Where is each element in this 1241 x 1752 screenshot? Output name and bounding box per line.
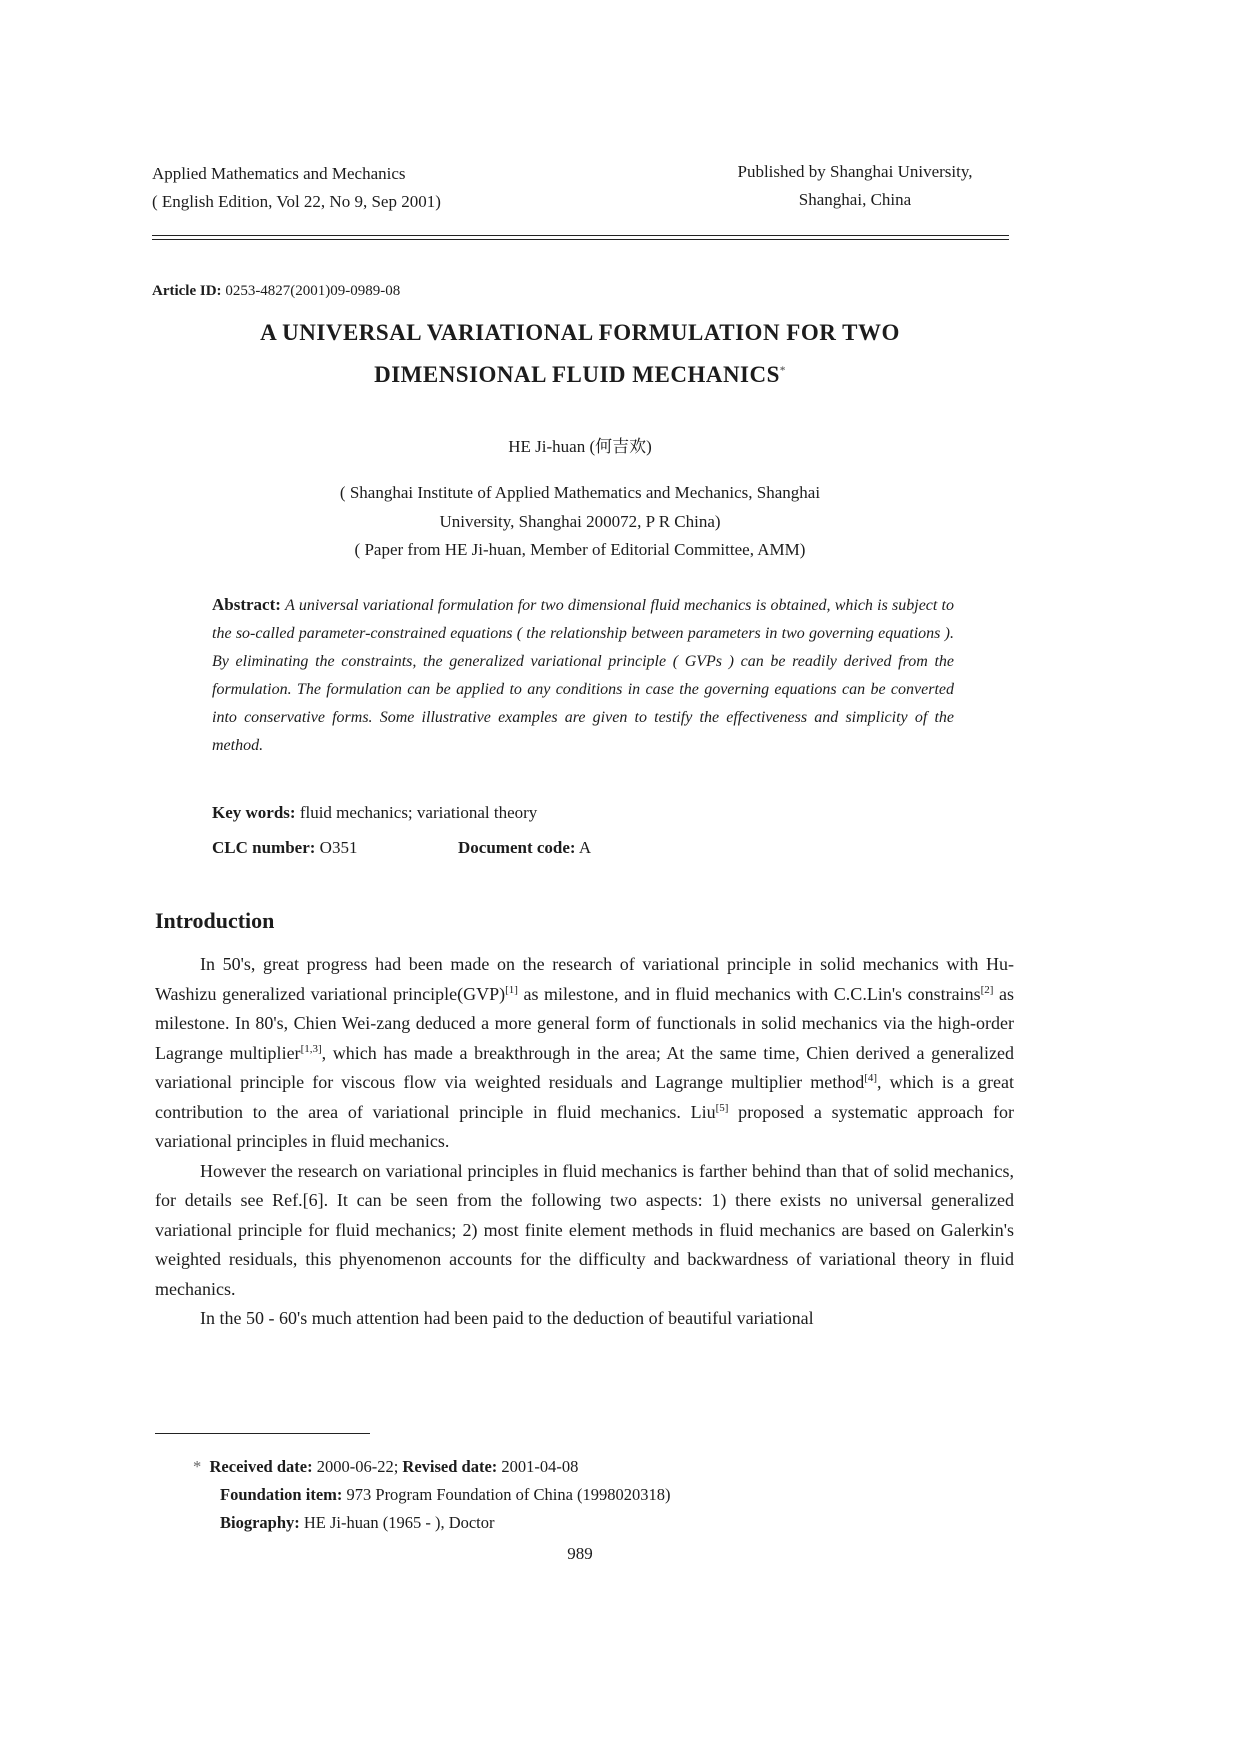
p1-text-4: , which has made a breakthrough in the area; At the same time, Chien derived a generalized variational principle for viscous flow via weighted residuals and Lagrange multiplier method <box>155 1042 1015 1092</box>
abstract-label: Abstract: <box>212 595 281 614</box>
header-rule-bottom <box>152 239 1009 240</box>
p1-text-3: as milestone. In 80's, Chien Wei-zang deduced a more general form of functionals in solid mechanics via the high-order Lagrange multiplier <box>155 983 1014 1063</box>
intro-paragraph-1 <box>155 950 1014 1157</box>
title-line2 <box>150 362 1010 388</box>
keywords-label: Key words: <box>212 803 296 822</box>
p1-text-2: as milestone, and in fluid mechanics with C.C.Lin's constrains <box>517 983 981 1004</box>
foundation-value: 973 Program Foundation of China (1998020318) <box>346 1485 671 1504</box>
section-heading-introduction: Introduction <box>155 908 275 933</box>
header-rule-top <box>152 235 1009 236</box>
intro-paragraph-2: However the research on variational principles in fluid mechanics is farther behind than that of solid mechanics, for details see Ref.[6]. It can be seen from the following two aspects: 1) there exists no universal generalized variational principle for fluid mechanics; 2) most finite element methods in fluid mechanics are based on Galerkin's weighted residuals, this phyenomenon accounts for the difficulty and backwardness of variational theory in fluid mechanics. <box>155 1160 1014 1299</box>
footnote-foundation <box>220 1481 671 1509</box>
revised-date: 2001-04-08 <box>501 1457 579 1476</box>
keywords-value: fluid mechanics; variational theory <box>299 803 538 822</box>
journal-name <box>152 160 441 216</box>
received-label: Received date: <box>209 1457 313 1476</box>
doc-code-label: Document code: <box>458 838 576 857</box>
intro-paragraph-3: In the 50 - 60's much attention had been paid to the deduction of beautiful variational <box>200 1308 814 1328</box>
received-date: 2000-06-22; <box>316 1457 399 1476</box>
article-id-label: Article ID: <box>152 283 222 299</box>
author: HE Ji-huan (何吉欢) <box>508 437 652 456</box>
article-id-value: 0253-4827(2001)09-0989-08 <box>225 283 401 299</box>
title-line2-text: DIMENSIONAL FLUID MECHANICS <box>374 362 780 387</box>
biography-label: Biography: <box>220 1513 300 1532</box>
citation-1: [1] <box>505 983 518 996</box>
affiliation-line1: ( Shanghai Institute of Applied Mathematics and Mechanics, Shanghai <box>339 483 821 502</box>
p1-text-1: In 50's, great progress had been made on the research of variational principle in solid mechanics with Hu-Washizu generalized variational principle(GVP) <box>155 954 1014 1004</box>
clc-value: O351 <box>319 838 358 857</box>
abstract-text: A universal variational formulation for two dimensional fluid mechanics is obtained, which is subject to the so-called parameter-constrained equations ( the relationship between parameters in two governing equations ). By eliminating the constraints, the generalized variational principle ( GVPs ) can be readily derived from the formulation. The formulation can be applied to any conditions in case the governing equations can be converted into conservative forms. Some illustrative examples are given to testify the effectiveness and simplicity of the method. <box>212 597 954 754</box>
footnote-biography <box>220 1509 495 1537</box>
foundation-label: Foundation item: <box>220 1485 343 1504</box>
citation-4: [4] <box>864 1072 878 1084</box>
title-footnote-mark: * <box>779 364 786 377</box>
citation-2: [2] <box>980 983 994 996</box>
keywords <box>212 803 537 823</box>
affiliation-line2: University, Shanghai 200072, P R China) <box>439 512 721 531</box>
biography-value: HE Ji-huan (1965 - ), Doctor <box>303 1513 495 1532</box>
introduction-body <box>155 950 1014 1334</box>
paper-from-note: ( Paper from HE Ji-huan, Member of Editorial Committee, AMM) <box>354 540 806 559</box>
p1-text-5: , which is a great contribution to the area of variational principle in fluid mechanics. Liu <box>155 1072 1014 1122</box>
document-code <box>458 838 591 858</box>
clc-label: CLC number: <box>212 838 316 857</box>
footnote-rule <box>155 1433 370 1434</box>
publisher-line2: Shanghai, China <box>798 190 912 209</box>
affiliation <box>150 478 1010 536</box>
journal-line1: Applied Mathematics and Mechanics <box>152 164 406 183</box>
publisher-line1: Published by Shanghai University, <box>737 162 973 181</box>
publisher <box>700 158 1010 214</box>
page-number: 989 <box>567 1544 593 1563</box>
abstract <box>212 591 954 760</box>
clc-number <box>212 838 357 858</box>
citation-1-3: [1,3] <box>300 1042 322 1055</box>
revised-label: Revised date: <box>402 1457 498 1476</box>
article-id <box>152 283 400 300</box>
p1-text-6: proposed a systematic approach for variational principles in fluid mechanics. <box>155 1101 1014 1151</box>
doc-code-value: A <box>578 838 592 857</box>
title-line1: A UNIVERSAL VARIATIONAL FORMULATION FOR TWO <box>260 320 900 345</box>
footnote-dates <box>193 1453 578 1481</box>
footnote-mark: * <box>193 1457 202 1476</box>
citation-5: [5] <box>715 1101 729 1114</box>
journal-line2: ( English Edition, Vol 22, No 9, Sep 2001) <box>152 192 441 211</box>
